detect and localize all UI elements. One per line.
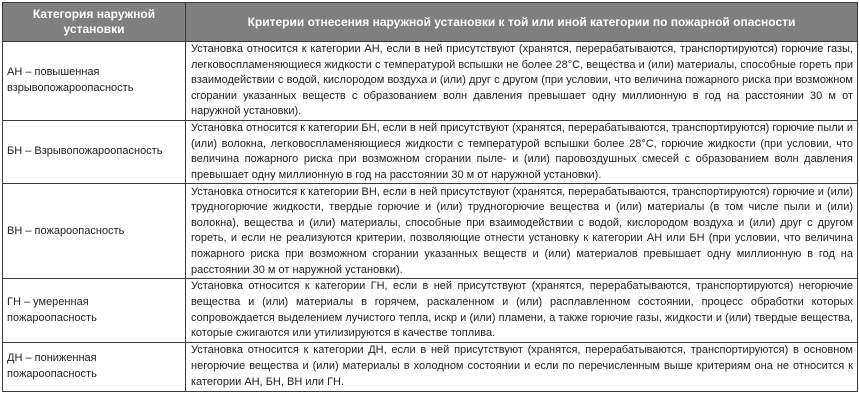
category-cell-an: АН – повышенная взрывопожароопасность <box>3 42 186 121</box>
table-row <box>3 184 858 279</box>
criteria-cell-bn: Установка относится к категории БН, если в ней присутствуют (хранятся, перерабатываются, транспортируются) горючие пыли и (или) волокна, легковоспламеняющиеся жидкости с температурой вспышки более 28°C, горючие жидкости (при условии, что величина пожарного риска при возможном сгорании пыле- и (или) паровоздушных смесей с образованием волн давления превышает одну миллионную в год на расстоянии 30 м от наружной установки). <box>186 121 858 184</box>
category-cell-dn: ДН – пониженная пожароопасность <box>3 342 186 391</box>
header-category: Категория наружной установки <box>3 3 186 42</box>
table-row <box>3 342 858 391</box>
table-row <box>3 42 858 121</box>
header-row <box>3 3 858 42</box>
table-header <box>3 3 858 42</box>
criteria-cell-an: Установка относится к категории АН, если в ней присутствуют (хранятся, перерабатываются, транспортируются) горючие газы, легковоспламеняющиеся жидкости с температурой вспышки не более 28°C, вещества и (или) материалы, способные гореть при взаимодействии с водой, кислородом воздуха и (или) друг с другом (при условии, что величина пожарного риска при возможном сгорании указанных веществ с образованием волн давления превышает одну миллионную в год на расстоянии 30 м от наружной установки). <box>186 42 858 121</box>
criteria-cell-gn: Установка относится к категории ГН, если в ней присутствуют (хранятся, перерабатываются, транспортируются) негорючие вещества и (или) материалы в горячем, раскаленном и (или) расплавленном состоянии, процесс обработки которых сопровождается выделением лучистого тепла, искр и (или) пламени, а также горючие газы, жидкости и (или) твердые вещества, которые сжигаются или утилизируются в качестве топлива. <box>186 279 858 342</box>
fire-category-table <box>2 2 858 392</box>
criteria-cell-vn: Установка относится к категории ВН, если в ней присутствуют (хранятся, перерабатываются, транспортируются) горючие и (или) трудногорючие жидкости, твердые горючие и (или) трудногорючие вещества и (или) материалы (в том числе пыли и (или) волокна), вещества и (или) материалы, способные при взаимодействии с водой, кислородом воздуха и (или) друг с другом гореть, и если не реализуются критерии, позволяющие отнести установку к категории АН или БН (при условии, что величина пожарного риска при возможном сгорании указанных веществ и (или) материалов превышает одну миллионную в год на расстоянии 30 м от наружной установки). <box>186 184 858 279</box>
header-criteria: Критерии отнесения наружной установки к той или иной категории по пожарной опасности <box>186 3 858 42</box>
category-cell-gn: ГН – умеренная пожароопасность <box>3 279 186 342</box>
criteria-cell-dn: Установка относится к категории ДН, если в ней присутствуют (хранятся, перерабатываются, транспортируются) в основном негорючие вещества и (или) материалы в холодном состоянии и если по перечисленным выше критериям она не относится к категории АН, БН, ВН или ГН. <box>186 342 858 391</box>
table-row <box>3 121 858 184</box>
category-cell-vn: ВН – пожароопасность <box>3 184 186 279</box>
table-row <box>3 279 858 342</box>
category-cell-bn: БН – Взрывопожароопасность <box>3 121 186 184</box>
table-body <box>3 42 858 392</box>
